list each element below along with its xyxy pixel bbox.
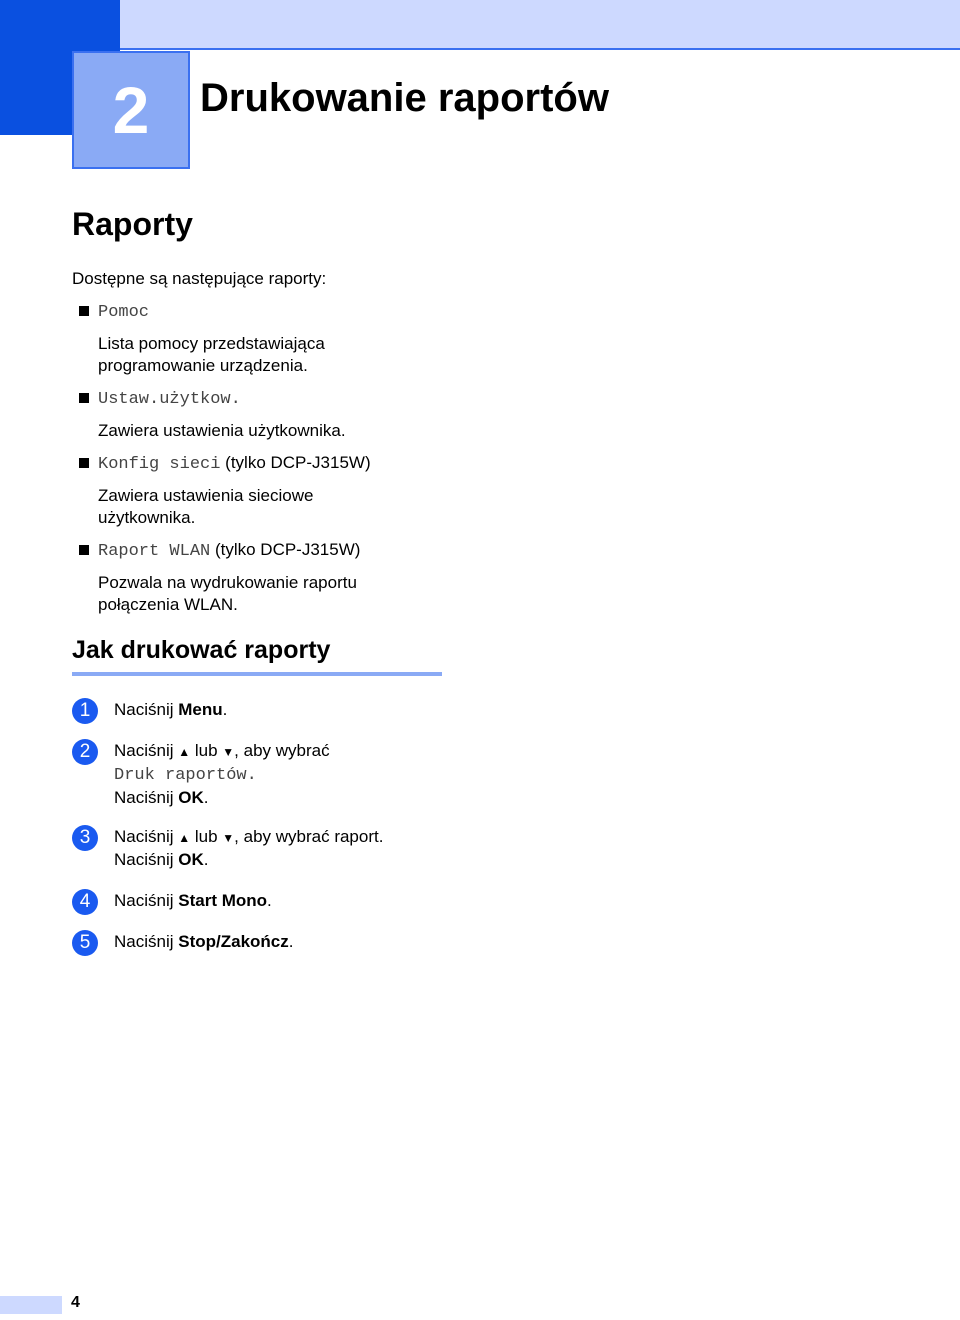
down-arrow-icon: ▼ [222,831,235,845]
step-text-part: . [203,850,209,869]
report-item-title [98,539,472,563]
key-label: Stop/Zakończ [178,932,289,951]
report-name: Konfig sieci [98,455,221,474]
chapter-title: Drukowanie raportów [200,76,609,120]
step-text-part: , aby wybrać [234,741,330,760]
header-band-line [120,48,960,50]
square-bullet-icon [79,545,89,555]
square-bullet-icon [79,458,89,468]
step-text-part: Naciśnij [114,850,179,869]
report-note: (tylko DCP-J315W) [214,540,361,559]
chapter-number: 2 [112,73,150,147]
chapter-number-box [72,51,190,169]
step-number-icon: 5 [72,930,98,956]
step-text [114,931,294,953]
reports-heading: Raporty [72,206,193,242]
square-bullet-icon [79,393,89,403]
report-list [72,300,472,626]
step-text [114,890,272,912]
key-label: Menu [178,700,223,719]
step-number-icon: 4 [72,889,98,915]
step-text-part: Naciśnij [114,741,179,760]
report-item-konfig-sieci [72,452,472,529]
how-to-print-heading: Jak drukować raporty [72,636,331,664]
report-item-raport-wlan [72,539,472,616]
page-number: 4 [71,1294,80,1311]
step-text [114,826,383,871]
menu-option: Druk raportów. [114,766,257,785]
step-text-part: . [267,891,272,910]
report-name: Pomoc [98,303,150,322]
step-text [114,740,330,809]
heading-underline [72,672,442,676]
footer-bar [0,1296,62,1314]
key-label: OK [178,788,204,807]
step-text [114,699,227,721]
reports-intro: Dostępne są następujące raporty: [72,269,327,288]
step-text-part: Naciśnij [114,700,179,719]
report-description: Zawiera ustawienia użytkownika. [98,421,346,440]
step-text-part: . [203,788,209,807]
step-text-part: Naciśnij [114,788,179,807]
step-number-icon: 3 [72,825,98,851]
report-name: Ustaw.użytkow. [98,390,241,409]
step-text-part: . [288,932,294,951]
report-description: Pozwala na wydrukowanie raportu połączenia WLAN. [98,573,357,614]
report-description: Zawiera ustawienia sieciowe użytkownika. [98,486,314,527]
report-item-title [98,387,472,411]
square-bullet-icon [79,306,89,316]
up-arrow-icon: ▲ [178,745,191,759]
report-name: Raport WLAN [98,542,211,561]
report-item-title [98,452,472,476]
report-note: (tylko DCP-J315W) [225,453,371,472]
header-band-right [120,0,960,48]
step-text-part: Naciśnij [114,932,179,951]
step-text-part: , aby wybrać raport. [234,827,384,846]
step-text-part: lub [190,741,223,760]
step-text-part: . [222,700,228,719]
down-arrow-icon: ▼ [222,745,235,759]
step-text-part: Naciśnij [114,891,179,910]
up-arrow-icon: ▲ [178,831,191,845]
report-item-title [98,300,472,324]
report-item-ustaw-uzytkow [72,387,472,442]
step-text-part: lub [190,827,223,846]
step-text-part: Naciśnij [114,827,179,846]
step-number-icon: 1 [72,698,98,724]
step-number-icon: 2 [72,739,98,765]
report-description: Lista pomocy przedstawiająca programowanie urządzenia. [98,334,325,375]
key-label: OK [178,850,204,869]
report-item-pomoc [72,300,472,377]
key-label: Start Mono [178,891,268,910]
